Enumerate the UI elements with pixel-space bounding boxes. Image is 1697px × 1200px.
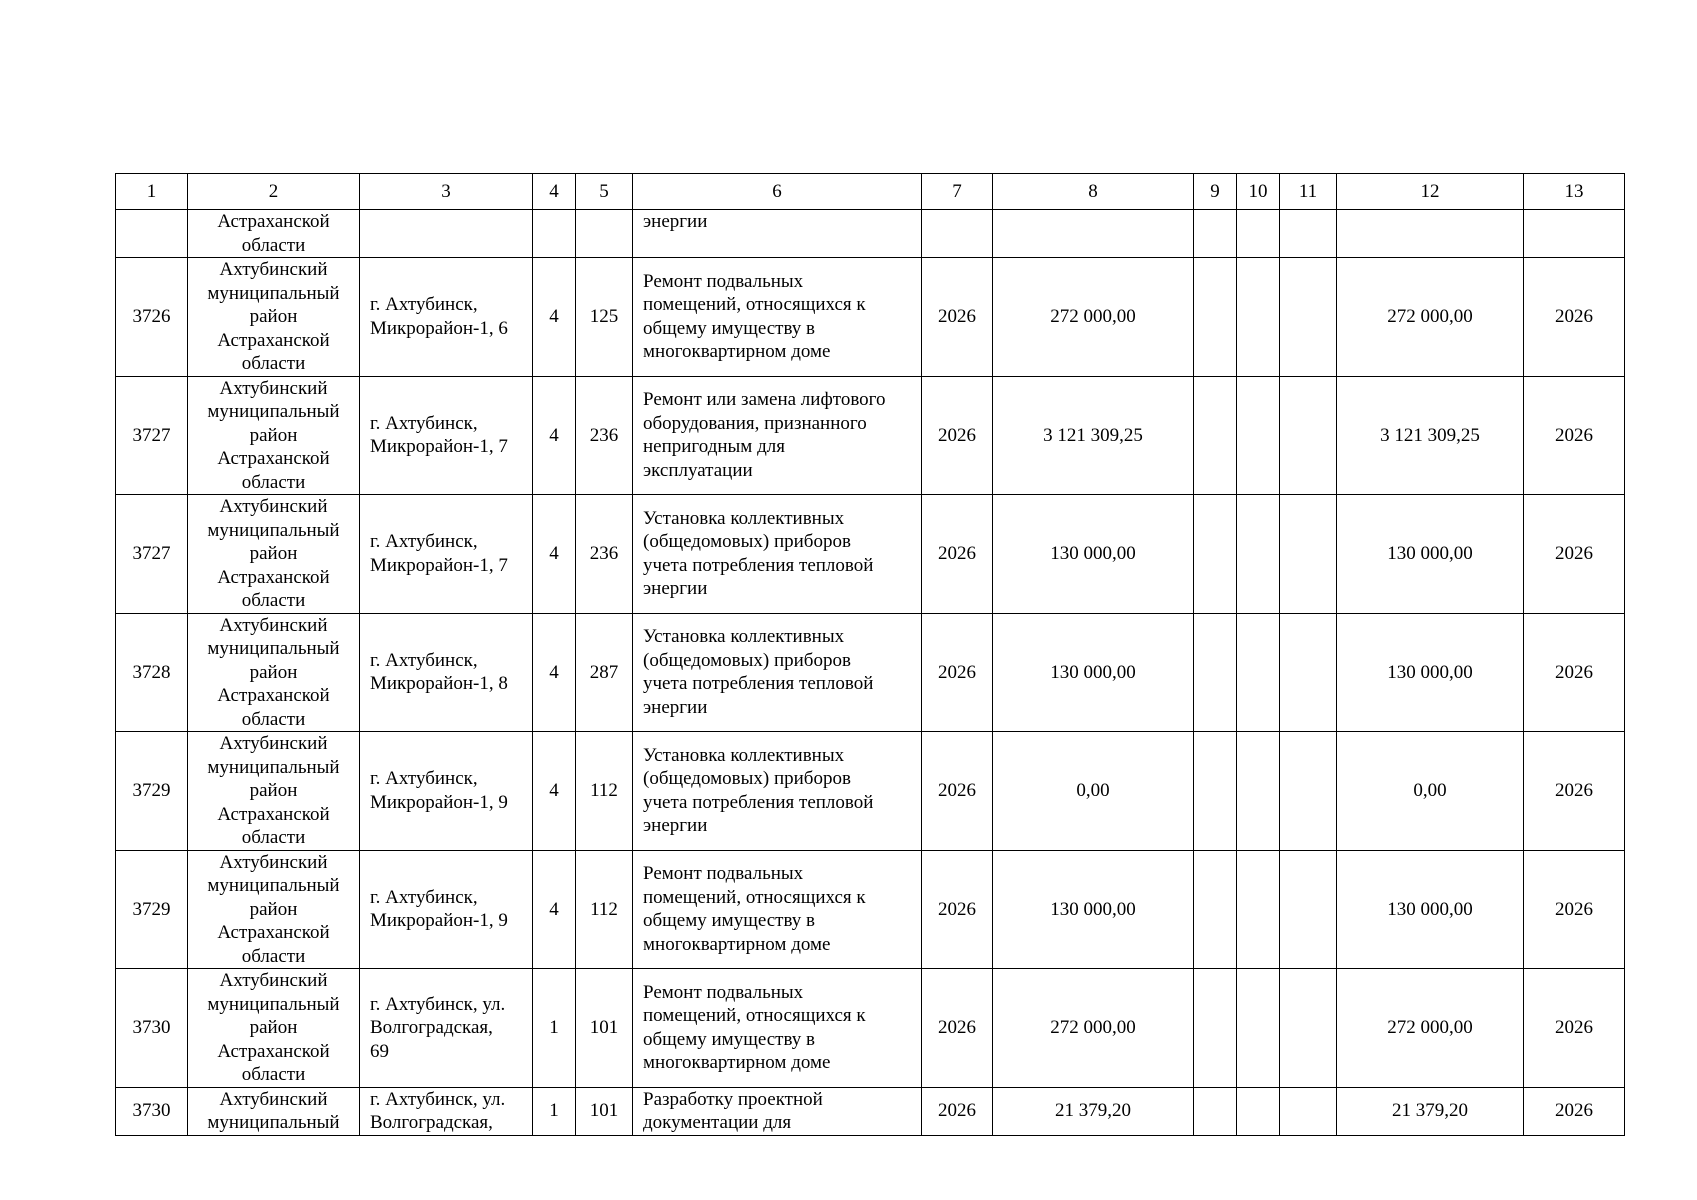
cell-total: 3 121 309,25 xyxy=(1337,376,1524,495)
column-header: 11 xyxy=(1280,174,1337,210)
column-header: 4 xyxy=(533,174,576,210)
cell-num: 3727 xyxy=(116,495,188,614)
cell-total: 130 000,00 xyxy=(1337,613,1524,732)
cell-total xyxy=(1337,210,1524,258)
cell-municipality: Ахтубинский муниципальный район Астраханской области xyxy=(188,258,360,377)
cell-c4: 4 xyxy=(533,495,576,614)
cell-cost: 130 000,00 xyxy=(993,850,1194,969)
cell-c5 xyxy=(576,210,633,258)
cell-year-end: 2026 xyxy=(1524,376,1625,495)
cell-c11 xyxy=(1280,969,1337,1088)
cell-c11 xyxy=(1280,850,1337,969)
cell-year-end: 2026 xyxy=(1524,258,1625,377)
cell-total: 272 000,00 xyxy=(1337,258,1524,377)
cell-c5: 112 xyxy=(576,732,633,851)
cell-c5: 287 xyxy=(576,613,633,732)
cell-c10 xyxy=(1237,258,1280,377)
cell-c11 xyxy=(1280,732,1337,851)
cell-municipality: Ахтубинский муниципальный район Астраханской области xyxy=(188,850,360,969)
cell-c10 xyxy=(1237,210,1280,258)
cell-c4: 4 xyxy=(533,732,576,851)
column-header: 1 xyxy=(116,174,188,210)
cell-total: 21 379,20 xyxy=(1337,1087,1524,1135)
cell-c10 xyxy=(1237,850,1280,969)
capital-repair-table xyxy=(115,173,1625,1136)
cell-year: 2026 xyxy=(922,732,993,851)
cell-cost: 3 121 309,25 xyxy=(993,376,1194,495)
cell-c9 xyxy=(1194,258,1237,377)
cell-c10 xyxy=(1237,969,1280,1088)
cell-cost: 272 000,00 xyxy=(993,258,1194,377)
table-row xyxy=(116,850,1625,969)
continuation-row xyxy=(116,210,1625,258)
cell-c9 xyxy=(1194,210,1237,258)
cell-address: г. Ахтубинск, Микрорайон-1, 7 xyxy=(360,376,533,495)
cell-c10 xyxy=(1237,1087,1280,1135)
cell-year: 2026 xyxy=(922,850,993,969)
column-header: 5 xyxy=(576,174,633,210)
cell-cost: 0,00 xyxy=(993,732,1194,851)
cell-c11 xyxy=(1280,495,1337,614)
table-body xyxy=(116,174,1625,1136)
column-header: 2 xyxy=(188,174,360,210)
cell-cost: 21 379,20 xyxy=(993,1087,1194,1135)
cell-c11 xyxy=(1280,210,1337,258)
cell-address: г. Ахтубинск, Микрорайон-1, 6 xyxy=(360,258,533,377)
cell-municipality: Ахтубинский муниципальный район Астраханской области xyxy=(188,495,360,614)
cell-address: г. Ахтубинск, ул. Волгоградская, 69 xyxy=(360,969,533,1088)
cell-municipality: Ахтубинский муниципальный район Астраханской области xyxy=(188,732,360,851)
cell-year: 2026 xyxy=(922,258,993,377)
table-row xyxy=(116,969,1625,1088)
table-row xyxy=(116,732,1625,851)
cell-c9 xyxy=(1194,1087,1237,1135)
cell-work: Ремонт подвальных помещений, относящихся к общему имуществу в многоквартирном доме xyxy=(633,850,922,969)
cell-c5: 112 xyxy=(576,850,633,969)
cell-work: Ремонт подвальных помещений, относящихся к общему имуществу в многоквартирном доме xyxy=(633,258,922,377)
cell-c5: 236 xyxy=(576,376,633,495)
cell-c11 xyxy=(1280,1087,1337,1135)
column-header: 9 xyxy=(1194,174,1237,210)
cell-c10 xyxy=(1237,613,1280,732)
column-number-row xyxy=(116,174,1625,210)
cell-c10 xyxy=(1237,732,1280,851)
cell-cost: 130 000,00 xyxy=(993,495,1194,614)
column-header: 7 xyxy=(922,174,993,210)
cell-year-end: 2026 xyxy=(1524,969,1625,1088)
cell-c9 xyxy=(1194,732,1237,851)
cell-c4: 1 xyxy=(533,1087,576,1135)
cell-work: Установка коллективных (общедомовых) приборов учета потребления тепловой энергии xyxy=(633,732,922,851)
cell-c9 xyxy=(1194,613,1237,732)
column-header: 8 xyxy=(993,174,1194,210)
cell-c4 xyxy=(533,210,576,258)
cell-year-end: 2026 xyxy=(1524,495,1625,614)
table-row-partial xyxy=(116,1087,1625,1135)
cell-work: Установка коллективных (общедомовых) приборов учета потребления тепловой энергии xyxy=(633,495,922,614)
cell-num: 3728 xyxy=(116,613,188,732)
cell-work: Разработку проектной документации для xyxy=(633,1087,922,1135)
cell-num: 3730 xyxy=(116,1087,188,1135)
cell-c11 xyxy=(1280,258,1337,377)
cell-c5: 101 xyxy=(576,969,633,1088)
cell-num xyxy=(116,210,188,258)
cell-municipality: Астраханской области xyxy=(188,210,360,258)
table-row xyxy=(116,376,1625,495)
cell-year: 2026 xyxy=(922,1087,993,1135)
cell-year-end: 2026 xyxy=(1524,1087,1625,1135)
cell-address: г. Ахтубинск, Микрорайон-1, 9 xyxy=(360,850,533,969)
cell-c4: 4 xyxy=(533,613,576,732)
cell-municipality: Ахтубинский муниципальный xyxy=(188,1087,360,1135)
cell-cost: 272 000,00 xyxy=(993,969,1194,1088)
cell-c11 xyxy=(1280,376,1337,495)
column-header: 13 xyxy=(1524,174,1625,210)
cell-work: энергии xyxy=(633,210,922,258)
cell-num: 3727 xyxy=(116,376,188,495)
cell-year-end xyxy=(1524,210,1625,258)
cell-c4: 4 xyxy=(533,258,576,377)
column-header: 10 xyxy=(1237,174,1280,210)
cell-address: г. Ахтубинск, Микрорайон-1, 8 xyxy=(360,613,533,732)
cell-c9 xyxy=(1194,376,1237,495)
cell-num: 3730 xyxy=(116,969,188,1088)
cell-address: г. Ахтубинск, Микрорайон-1, 7 xyxy=(360,495,533,614)
cell-c4: 1 xyxy=(533,969,576,1088)
cell-address: г. Ахтубинск, Микрорайон-1, 9 xyxy=(360,732,533,851)
cell-year: 2026 xyxy=(922,969,993,1088)
cell-work: Установка коллективных (общедомовых) приборов учета потребления тепловой энергии xyxy=(633,613,922,732)
cell-cost xyxy=(993,210,1194,258)
cell-year: 2026 xyxy=(922,495,993,614)
cell-c5: 101 xyxy=(576,1087,633,1135)
cell-c5: 125 xyxy=(576,258,633,377)
cell-address xyxy=(360,210,533,258)
cell-total: 130 000,00 xyxy=(1337,850,1524,969)
cell-c9 xyxy=(1194,969,1237,1088)
cell-c9 xyxy=(1194,495,1237,614)
cell-num: 3729 xyxy=(116,732,188,851)
cell-municipality: Ахтубинский муниципальный район Астраханской области xyxy=(188,969,360,1088)
cell-num: 3726 xyxy=(116,258,188,377)
cell-num: 3729 xyxy=(116,850,188,969)
cell-cost: 130 000,00 xyxy=(993,613,1194,732)
cell-year-end: 2026 xyxy=(1524,732,1625,851)
cell-year: 2026 xyxy=(922,613,993,732)
cell-work: Ремонт подвальных помещений, относящихся к общему имуществу в многоквартирном доме xyxy=(633,969,922,1088)
cell-total: 130 000,00 xyxy=(1337,495,1524,614)
cell-total: 272 000,00 xyxy=(1337,969,1524,1088)
column-header: 12 xyxy=(1337,174,1524,210)
cell-year xyxy=(922,210,993,258)
cell-c11 xyxy=(1280,613,1337,732)
cell-c9 xyxy=(1194,850,1237,969)
cell-total: 0,00 xyxy=(1337,732,1524,851)
cell-year: 2026 xyxy=(922,376,993,495)
table-row xyxy=(116,258,1625,377)
cell-municipality: Ахтубинский муниципальный район Астраханской области xyxy=(188,613,360,732)
cell-c4: 4 xyxy=(533,376,576,495)
cell-year-end: 2026 xyxy=(1524,850,1625,969)
cell-c4: 4 xyxy=(533,850,576,969)
column-header: 3 xyxy=(360,174,533,210)
cell-c5: 236 xyxy=(576,495,633,614)
cell-year-end: 2026 xyxy=(1524,613,1625,732)
cell-municipality: Ахтубинский муниципальный район Астраханской области xyxy=(188,376,360,495)
cell-work: Ремонт или замена лифтового оборудования, признанного непригодным для эксплуатации xyxy=(633,376,922,495)
table-row xyxy=(116,495,1625,614)
cell-c10 xyxy=(1237,495,1280,614)
table-row xyxy=(116,613,1625,732)
cell-address: г. Ахтубинск, ул. Волгоградская, xyxy=(360,1087,533,1135)
cell-c10 xyxy=(1237,376,1280,495)
column-header: 6 xyxy=(633,174,922,210)
